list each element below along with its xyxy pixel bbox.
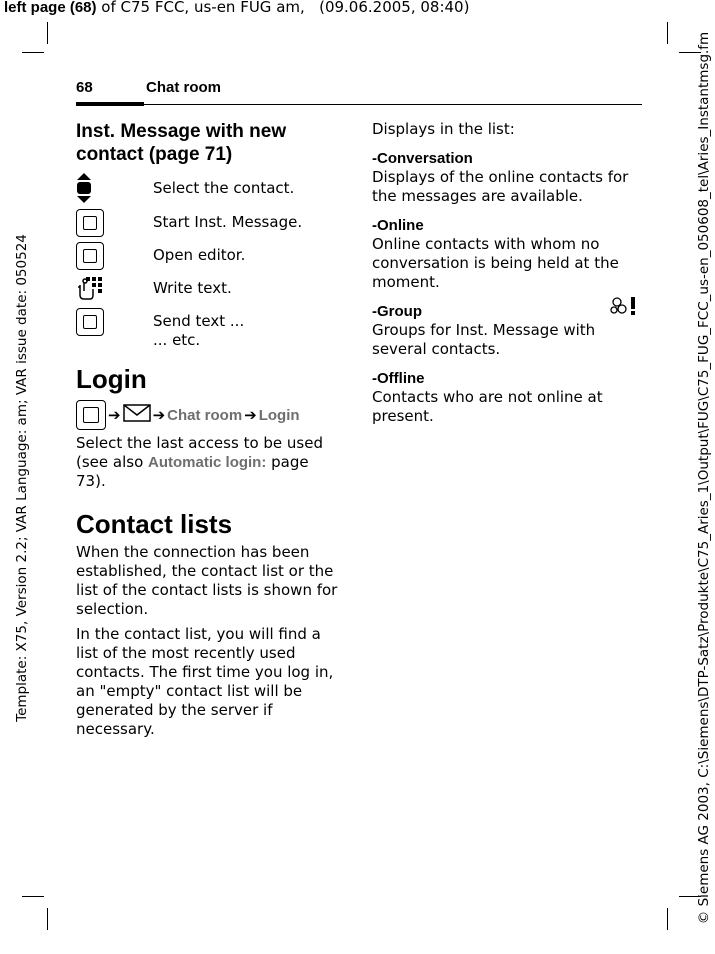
template-info: Template: X75, Version 2.2; VAR Language: am; VAR issue date: 050524 [14, 234, 30, 722]
menu-path-login [76, 400, 338, 430]
crop-mark [47, 22, 48, 44]
message-envelope-icon [123, 404, 151, 427]
login-text-page: page 73). [76, 453, 309, 490]
contact-lists-paragraph-2: In the contact list, you will find a list of the most recently used contacts. The first time you log in, an "empty" contact list will be generated by the server if necessary. [76, 625, 334, 738]
center-key-icon [76, 308, 104, 336]
file-path-info: © Siemens AG 2003, C:\Siemens\DTP-Satz\Produkte\C75_Aries_1\Output\FUG\C75_FUG_FCC_us-en_050608_tel\Aries_Instantmsg.fm [696, 31, 712, 925]
crop-mark [667, 908, 668, 930]
center-key-icon [76, 400, 106, 430]
page-number: 68 [76, 79, 93, 96]
print-header-doc: of C75 FCC, us-en FUG am, [96, 0, 305, 16]
section-title-new-contact: Inst. Message with new contact (page 71) [76, 121, 287, 165]
login-description [76, 434, 338, 491]
arrow-right-icon: ➔ [152, 405, 166, 424]
step-text: Write text. [153, 279, 232, 297]
step-open-editor [76, 242, 338, 275]
step-text: Select the contact. [153, 179, 295, 197]
group-status-icon [610, 296, 638, 321]
running-title: Chat room [146, 79, 221, 96]
automatic-login-reference: Automatic login: [148, 454, 267, 471]
arrow-right-icon: ➔ [108, 405, 121, 424]
print-header-page: left page (68) [4, 0, 97, 16]
step-text: Send text ... [153, 312, 245, 330]
keypad-icon [76, 275, 153, 306]
item-text-conversation: Displays of the online contacts for the messages are available. [372, 168, 629, 205]
step-text: Open editor. [153, 246, 246, 264]
crop-mark [22, 896, 44, 897]
list-intro: Displays in the list: [372, 120, 515, 138]
step-text-etc: ... etc. [153, 331, 201, 349]
item-text-online: Online contacts with whom no conversation is being held at the moment. [372, 235, 619, 291]
contact-lists-paragraph-1: When the connection has been established, the contact list or the list of the contact lists is shown for selection. [76, 543, 338, 618]
crop-mark [22, 52, 44, 53]
item-label-group: -Group [372, 303, 422, 320]
step-send-text [76, 308, 338, 350]
heading-contact-lists: Contact lists [76, 509, 233, 539]
center-key-icon [76, 209, 104, 237]
crop-mark [47, 908, 48, 930]
menu-path-login-item: Login [258, 406, 300, 424]
step-write-text [76, 275, 338, 308]
item-label-online: -Online [372, 217, 424, 234]
item-label-offline: -Offline [372, 370, 425, 387]
center-key-icon [76, 242, 104, 270]
item-label-conversation: -Conversation [372, 150, 473, 167]
step-select-contact [76, 172, 338, 209]
left-column [76, 120, 338, 745]
navigation-key-icon [76, 172, 153, 209]
header-rule-thick [76, 102, 144, 106]
item-text-group: Groups for Inst. Message with several contacts. [372, 321, 596, 358]
crop-mark [667, 22, 668, 44]
print-header [4, 0, 469, 16]
print-header-date: (09.06.2005, 08:40) [319, 0, 470, 16]
menu-path-chat-room: Chat room [167, 406, 243, 424]
step-text: Start Inst. Message. [153, 213, 303, 231]
header-rule [144, 104, 642, 105]
right-column [372, 120, 642, 426]
step-start-message [76, 209, 338, 242]
item-text-offline: Contacts who are not online at present. [372, 388, 603, 425]
heading-login: Login [76, 364, 147, 394]
arrow-right-icon: ➔ [244, 405, 257, 424]
login-text: Select the last access to be used (see also [76, 434, 323, 471]
